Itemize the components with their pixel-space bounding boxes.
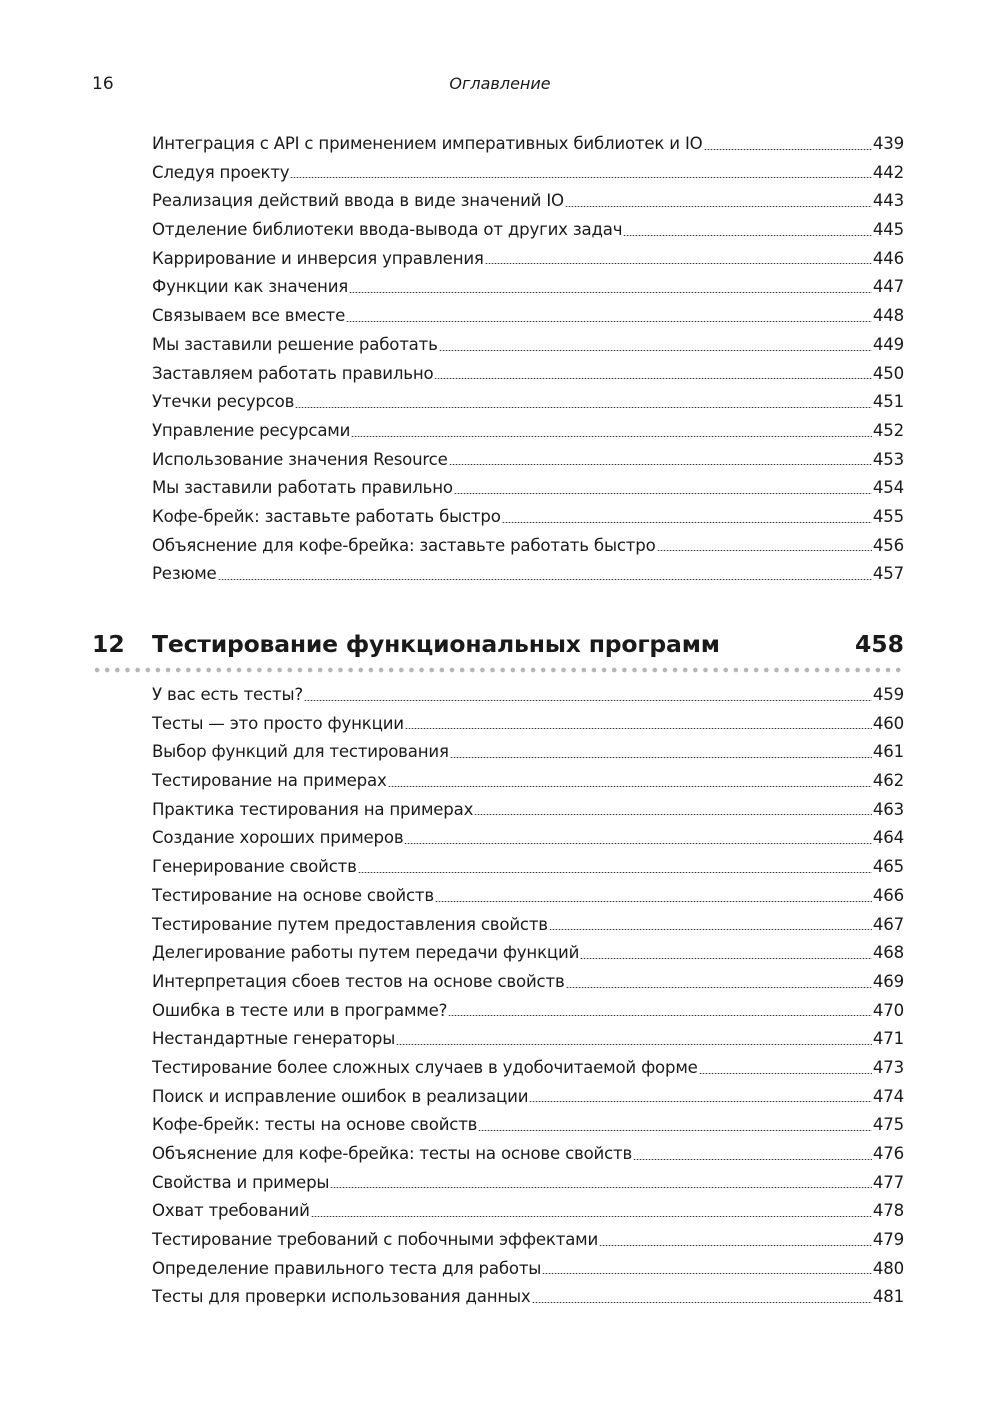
dot-leader <box>474 814 872 815</box>
toc-entry-title: Резюме <box>152 564 217 584</box>
toc-entry[interactable] <box>152 1054 904 1083</box>
dot-leader <box>633 1159 872 1160</box>
dot-leader <box>449 464 872 465</box>
toc-list-chapter-12 <box>152 681 904 1312</box>
toc-entry-page: 465 <box>872 857 904 877</box>
dot-leader <box>396 1044 872 1045</box>
toc-entry[interactable] <box>152 417 904 446</box>
toc-entry-page: 446 <box>872 248 904 268</box>
toc-entry-page: 464 <box>872 828 904 848</box>
toc-entry-page: 475 <box>872 1115 904 1135</box>
toc-entry[interactable] <box>152 1197 904 1226</box>
toc-entry[interactable] <box>152 796 904 825</box>
toc-entry-title: Функции как значения <box>152 277 349 297</box>
toc-entry-page: 480 <box>872 1258 904 1278</box>
toc-entry-title: Определение правильного теста для работы <box>152 1258 542 1278</box>
toc-entry-page: 457 <box>872 564 904 584</box>
toc-entry-title: Кофе-брейк: тесты на основе свойств <box>152 1115 478 1135</box>
toc-entry-title: Заставляем работать правильно <box>152 363 434 383</box>
dot-leader <box>532 1302 872 1303</box>
dot-leader <box>699 1073 872 1074</box>
toc-entry-page: 481 <box>872 1287 904 1307</box>
toc-entry-page: 445 <box>872 220 904 240</box>
toc-entry-page: 469 <box>872 971 904 991</box>
dot-leader <box>304 700 872 701</box>
toc-entry-title: Отделение библиотеки ввода-вывода от других задач <box>152 220 623 240</box>
toc-entry-page: 479 <box>872 1230 904 1250</box>
toc-entry-title: Интеграция с API с применением императивных библиотек и IO <box>152 134 703 153</box>
page-number: 16 <box>92 74 114 94</box>
toc-entry[interactable] <box>152 216 904 245</box>
toc-entry[interactable] <box>152 1255 904 1284</box>
chapter-page-number: 458 <box>854 630 904 658</box>
toc-entry-title: Генерирование свойств <box>152 857 357 877</box>
toc-entry[interactable] <box>152 532 904 561</box>
toc-entry[interactable] <box>152 331 904 360</box>
toc-entry-title: Объяснение для кофе-брейка: тесты на основе свойств <box>152 1144 633 1163</box>
toc-entry-title: Делегирование работы путем передачи функций <box>152 943 580 963</box>
dot-leader <box>330 1187 872 1188</box>
toc-entry[interactable] <box>152 911 904 940</box>
toc-entry-page: 471 <box>872 1029 904 1049</box>
toc-entry[interactable] <box>152 710 904 739</box>
dot-leader <box>478 1130 872 1131</box>
toc-entry[interactable] <box>152 1083 904 1112</box>
dot-leader <box>704 149 872 150</box>
toc-entry-title: Каррирование и инверсия управления <box>152 248 484 268</box>
toc-entry-title: Интерпретация сбоев тестов на основе свойств <box>152 971 565 991</box>
toc-entry-page: 442 <box>872 162 904 182</box>
dot-leader <box>450 757 872 758</box>
toc-entry-title: Создание хороших примеров <box>152 828 404 848</box>
dot-leader <box>566 987 872 988</box>
toc-entry[interactable] <box>152 273 904 302</box>
toc-entry-page: 473 <box>872 1057 904 1077</box>
toc-entry-page: 439 <box>872 134 904 153</box>
chapter-title: Тестирование функциональных программ <box>152 630 720 658</box>
dot-leader <box>349 292 872 293</box>
toc-entry-page: 467 <box>872 914 904 934</box>
toc-entry-title: Тесты — это просто функции <box>152 713 404 733</box>
toc-entry[interactable] <box>152 997 904 1026</box>
toc-entry[interactable] <box>152 824 904 853</box>
dot-leader <box>542 1273 872 1274</box>
toc-entry[interactable] <box>152 245 904 274</box>
toc-entry-title: Кофе-брейк: заставьте работать быстро <box>152 506 501 526</box>
toc-entry-page: 466 <box>872 885 904 905</box>
toc-list-continued <box>152 130 904 589</box>
chapter-heading <box>92 624 904 664</box>
toc-entry[interactable] <box>152 853 904 882</box>
toc-entry[interactable] <box>152 968 904 997</box>
toc-entry[interactable] <box>152 1111 904 1140</box>
toc-entry[interactable] <box>152 681 904 710</box>
dot-leader <box>434 378 871 379</box>
toc-entry-page: 448 <box>872 306 904 326</box>
dot-leader <box>454 493 872 494</box>
toc-entry-title: Ошибка в тесте или в программе? <box>152 1000 448 1020</box>
toc-entry[interactable] <box>152 388 904 417</box>
toc-entry-page: 459 <box>872 685 904 704</box>
dot-leader <box>623 235 872 236</box>
toc-entry[interactable] <box>152 1283 904 1312</box>
toc-entry[interactable] <box>152 446 904 475</box>
dot-leader <box>404 843 872 844</box>
toc-entry[interactable] <box>152 1226 904 1255</box>
toc-entry-page: 478 <box>872 1201 904 1221</box>
toc-entry-page: 477 <box>872 1172 904 1192</box>
toc-entry-title: Мы заставили работать правильно <box>152 478 453 498</box>
toc-entry-page: 453 <box>872 449 904 469</box>
toc-entry-page: 447 <box>872 277 904 297</box>
toc-entry[interactable] <box>152 738 904 767</box>
toc-entry[interactable] <box>152 939 904 968</box>
dot-leader <box>388 786 872 787</box>
toc-entry-page: 455 <box>872 506 904 526</box>
dot-leader <box>565 206 872 207</box>
toc-entry-title: Объяснение для кофе-брейка: заставьте работать быстро <box>152 535 656 555</box>
toc-entry-title: Тестирование на основе свойств <box>152 885 434 905</box>
toc-entry-page: 451 <box>872 392 904 412</box>
running-head: Оглавление <box>449 74 551 93</box>
dot-leader <box>346 321 872 322</box>
toc-entry-title: Тестирование на примерах <box>152 771 387 791</box>
toc-entry[interactable] <box>152 159 904 188</box>
dot-leader <box>290 177 872 178</box>
toc-entry-title: Управление ресурсами <box>152 420 351 440</box>
toc-entry-page: 462 <box>872 771 904 791</box>
toc-entry-page: 461 <box>872 742 904 762</box>
dot-leader <box>448 1015 872 1016</box>
toc-entry-title: Утечки ресурсов <box>152 392 295 412</box>
toc-entry-title: Следуя проекту <box>152 162 290 182</box>
dot-leader <box>485 263 872 264</box>
dot-leader <box>529 1101 872 1102</box>
toc-entry-title: Выбор функций для тестирования <box>152 742 449 762</box>
toc-entry-title: Тестирование более сложных случаев в удобочитаемой форме <box>152 1057 698 1077</box>
dot-leader <box>311 1216 872 1217</box>
toc-entry-title: У вас есть тесты? <box>152 685 303 704</box>
dot-leader <box>599 1245 872 1246</box>
toc-entry-title: Тесты для проверки использования данных <box>152 1287 531 1307</box>
toc-entry[interactable] <box>152 503 904 532</box>
toc-entry-page: 474 <box>872 1086 904 1106</box>
toc-entry-title: Тестирование путем предоставления свойств <box>152 914 548 934</box>
toc-entry-title: Мы заставили решение работать <box>152 334 438 354</box>
dot-leader <box>351 436 872 437</box>
toc-entry[interactable] <box>152 767 904 796</box>
toc-entry-page: 449 <box>872 334 904 354</box>
toc-entry-title: Свойства и примеры <box>152 1172 330 1192</box>
toc-entry-page: 452 <box>872 420 904 440</box>
dot-leader <box>295 407 872 408</box>
dot-leader <box>657 550 872 551</box>
toc-entry[interactable] <box>152 360 904 389</box>
toc-entry[interactable] <box>152 560 904 589</box>
toc-entry[interactable] <box>152 130 904 159</box>
toc-entry[interactable] <box>152 474 904 503</box>
dot-leader <box>549 929 872 930</box>
toc-entry-page: 456 <box>872 535 904 555</box>
toc-entry-page: 450 <box>872 363 904 383</box>
toc-entry[interactable] <box>152 302 904 331</box>
toc-entry-page: 443 <box>872 191 904 211</box>
toc-entry-title: Тестирование требований с побочными эффектами <box>152 1230 599 1250</box>
toc-entry[interactable] <box>152 1025 904 1054</box>
toc-entry[interactable] <box>152 1169 904 1198</box>
chapter-number: 12 <box>92 630 125 658</box>
toc-entry-title: Реализация действий ввода в виде значений IO <box>152 191 564 211</box>
toc-entry-page: 470 <box>872 1000 904 1020</box>
toc-entry-title: Поиск и исправление ошибок в реализации <box>152 1086 529 1106</box>
chapter-divider <box>92 667 904 673</box>
toc-entry-title: Нестандартные генераторы <box>152 1029 396 1049</box>
toc-entry[interactable] <box>152 882 904 911</box>
toc-entry-page: 476 <box>872 1144 904 1163</box>
toc-entry-page: 460 <box>872 713 904 733</box>
dot-leader <box>580 958 872 959</box>
dot-leader <box>439 350 872 351</box>
toc-entry[interactable] <box>152 1140 904 1169</box>
toc-entry-page: 468 <box>872 943 904 963</box>
toc-entry-page: 463 <box>872 799 904 819</box>
dot-leader <box>435 901 872 902</box>
toc-entry-title: Связываем все вместе <box>152 306 346 326</box>
toc-entry-title: Практика тестирования на примерах <box>152 799 474 819</box>
dot-leader <box>358 872 872 873</box>
toc-entry-title: Использование значения Resource <box>152 449 448 469</box>
toc-entry-title: Охват требований <box>152 1201 310 1221</box>
toc-entry[interactable] <box>152 187 904 216</box>
dot-leader <box>405 728 872 729</box>
dot-leader <box>502 522 872 523</box>
dot-leader <box>218 579 872 580</box>
toc-entry-page: 454 <box>872 478 904 498</box>
